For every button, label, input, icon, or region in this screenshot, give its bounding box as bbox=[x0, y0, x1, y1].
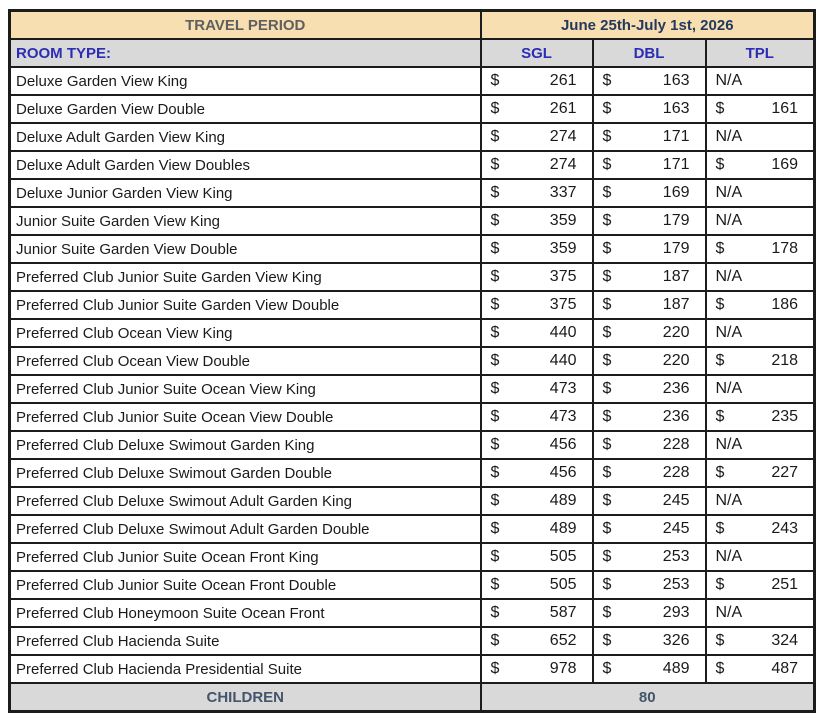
currency-symbol: $ bbox=[602, 548, 612, 565]
currency-symbol: $ bbox=[715, 352, 725, 369]
tpl-rate-cell bbox=[706, 655, 815, 683]
room-type-cell: Preferred Club Honeymoon Suite Ocean Front bbox=[10, 599, 481, 627]
currency-symbol: $ bbox=[602, 660, 612, 677]
currency-symbol: $ bbox=[602, 184, 612, 201]
rate-value: 337 bbox=[549, 184, 577, 201]
currency-symbol: $ bbox=[490, 408, 500, 425]
rate-value: 179 bbox=[662, 212, 690, 229]
rate-value: 186 bbox=[771, 296, 799, 313]
tpl-rate-cell bbox=[706, 67, 815, 95]
rate-value: 274 bbox=[549, 128, 577, 145]
dbl-rate-cell bbox=[593, 207, 706, 235]
na-label: N/A bbox=[715, 604, 743, 621]
rate-value: 251 bbox=[771, 576, 799, 593]
rate-value: 261 bbox=[549, 72, 577, 89]
column-header-row bbox=[10, 39, 815, 67]
table-row bbox=[10, 515, 815, 543]
sgl-rate-cell bbox=[481, 515, 593, 543]
sgl-rate-cell bbox=[481, 235, 593, 263]
currency-symbol: $ bbox=[715, 464, 725, 481]
currency-symbol: $ bbox=[490, 604, 500, 621]
sgl-rate-cell bbox=[481, 151, 593, 179]
rate-value: 505 bbox=[549, 576, 577, 593]
rate-value: 227 bbox=[771, 464, 799, 481]
tpl-rate-cell bbox=[706, 347, 815, 375]
currency-symbol: $ bbox=[490, 156, 500, 173]
na-label: N/A bbox=[715, 184, 743, 201]
currency-symbol: $ bbox=[602, 380, 612, 397]
rate-value: 489 bbox=[662, 660, 690, 677]
room-type-cell: Preferred Club Ocean View Double bbox=[10, 347, 481, 375]
tpl-rate-cell bbox=[706, 543, 815, 571]
currency-symbol: $ bbox=[602, 324, 612, 341]
currency-symbol: $ bbox=[602, 128, 612, 145]
currency-symbol: $ bbox=[490, 72, 500, 89]
rate-value: 161 bbox=[771, 100, 799, 117]
dbl-rate-cell bbox=[593, 375, 706, 403]
currency-symbol: $ bbox=[490, 520, 500, 537]
currency-symbol: $ bbox=[490, 632, 500, 649]
room-type-cell: Junior Suite Garden View King bbox=[10, 207, 481, 235]
room-type-cell: Preferred Club Deluxe Swimout Adult Garden King bbox=[10, 487, 481, 515]
na-label: N/A bbox=[715, 380, 743, 397]
room-type-cell: Deluxe Garden View King bbox=[10, 67, 481, 95]
rate-value: 440 bbox=[549, 352, 577, 369]
currency-symbol: $ bbox=[490, 492, 500, 509]
table-row bbox=[10, 627, 815, 655]
currency-symbol: $ bbox=[490, 548, 500, 565]
children-value: 80 bbox=[481, 683, 815, 712]
dbl-rate-cell bbox=[593, 319, 706, 347]
table-row bbox=[10, 459, 815, 487]
na-label: N/A bbox=[715, 436, 743, 453]
rate-value: 473 bbox=[549, 380, 577, 397]
dbl-rate-cell bbox=[593, 487, 706, 515]
room-type-cell: Preferred Club Hacienda Suite bbox=[10, 627, 481, 655]
sgl-rate-cell bbox=[481, 291, 593, 319]
rate-value: 169 bbox=[771, 156, 799, 173]
table-row bbox=[10, 375, 815, 403]
travel-period-value: June 25th-July 1st, 2026 bbox=[481, 11, 815, 40]
currency-symbol: $ bbox=[715, 408, 725, 425]
currency-symbol: $ bbox=[490, 100, 500, 117]
rate-value: 456 bbox=[549, 436, 577, 453]
room-type-cell: Preferred Club Junior Suite Ocean View King bbox=[10, 375, 481, 403]
room-type-cell: Preferred Club Junior Suite Ocean Front King bbox=[10, 543, 481, 571]
rate-value: 652 bbox=[549, 632, 577, 649]
rate-value: 171 bbox=[662, 156, 690, 173]
rate-value: 178 bbox=[771, 240, 799, 257]
room-type-cell: Preferred Club Deluxe Swimout Garden King bbox=[10, 431, 481, 459]
currency-symbol: $ bbox=[715, 576, 725, 593]
dbl-rate-cell bbox=[593, 627, 706, 655]
room-type-cell: Preferred Club Hacienda Presidential Suite bbox=[10, 655, 481, 683]
rate-value: 375 bbox=[549, 296, 577, 313]
table-row bbox=[10, 123, 815, 151]
table-row bbox=[10, 319, 815, 347]
table-row bbox=[10, 543, 815, 571]
rate-value: 293 bbox=[662, 604, 690, 621]
table-row bbox=[10, 571, 815, 599]
currency-symbol: $ bbox=[490, 352, 500, 369]
na-label: N/A bbox=[715, 72, 743, 89]
rate-value: 375 bbox=[549, 268, 577, 285]
currency-symbol: $ bbox=[602, 436, 612, 453]
tpl-rate-cell bbox=[706, 263, 815, 291]
rate-value: 220 bbox=[662, 324, 690, 341]
dbl-rate-cell bbox=[593, 571, 706, 599]
currency-symbol: $ bbox=[602, 72, 612, 89]
sgl-rate-cell bbox=[481, 95, 593, 123]
rate-value: 236 bbox=[662, 408, 690, 425]
sgl-rate-cell bbox=[481, 571, 593, 599]
currency-symbol: $ bbox=[602, 520, 612, 537]
col-header-tpl: TPL bbox=[706, 39, 815, 67]
rate-value: 978 bbox=[549, 660, 577, 677]
rate-value: 489 bbox=[549, 492, 577, 509]
rate-value: 324 bbox=[771, 632, 799, 649]
rate-value: 163 bbox=[662, 72, 690, 89]
rate-value: 236 bbox=[662, 380, 690, 397]
table-row bbox=[10, 179, 815, 207]
tpl-rate-cell bbox=[706, 627, 815, 655]
table-row bbox=[10, 347, 815, 375]
currency-symbol: $ bbox=[602, 464, 612, 481]
table-row bbox=[10, 403, 815, 431]
room-type-cell: Preferred Club Junior Suite Garden View King bbox=[10, 263, 481, 291]
table-row bbox=[10, 487, 815, 515]
sgl-rate-cell bbox=[481, 403, 593, 431]
dbl-rate-cell bbox=[593, 179, 706, 207]
sgl-rate-cell bbox=[481, 459, 593, 487]
dbl-rate-cell bbox=[593, 655, 706, 683]
travel-period-row bbox=[10, 11, 815, 40]
sgl-rate-cell bbox=[481, 67, 593, 95]
room-type-cell: Preferred Club Junior Suite Garden View Double bbox=[10, 291, 481, 319]
rate-value: 274 bbox=[549, 156, 577, 173]
dbl-rate-cell bbox=[593, 67, 706, 95]
rate-value: 245 bbox=[662, 520, 690, 537]
dbl-rate-cell bbox=[593, 123, 706, 151]
room-type-cell: Deluxe Adult Garden View King bbox=[10, 123, 481, 151]
rate-value: 220 bbox=[662, 352, 690, 369]
currency-symbol: $ bbox=[715, 156, 725, 173]
tpl-rate-cell bbox=[706, 319, 815, 347]
currency-symbol: $ bbox=[715, 100, 725, 117]
room-type-cell: Deluxe Adult Garden View Doubles bbox=[10, 151, 481, 179]
currency-symbol: $ bbox=[602, 212, 612, 229]
tpl-rate-cell bbox=[706, 123, 815, 151]
currency-symbol: $ bbox=[490, 128, 500, 145]
table-row bbox=[10, 599, 815, 627]
tpl-rate-cell bbox=[706, 375, 815, 403]
currency-symbol: $ bbox=[490, 576, 500, 593]
sgl-rate-cell bbox=[481, 487, 593, 515]
tpl-rate-cell bbox=[706, 487, 815, 515]
currency-symbol: $ bbox=[602, 632, 612, 649]
dbl-rate-cell bbox=[593, 151, 706, 179]
sgl-rate-cell bbox=[481, 347, 593, 375]
table-row bbox=[10, 431, 815, 459]
col-header-dbl: DBL bbox=[593, 39, 706, 67]
sgl-rate-cell bbox=[481, 627, 593, 655]
tpl-rate-cell bbox=[706, 151, 815, 179]
currency-symbol: $ bbox=[602, 100, 612, 117]
rate-value: 187 bbox=[662, 268, 690, 285]
sgl-rate-cell bbox=[481, 375, 593, 403]
table-row bbox=[10, 291, 815, 319]
rate-value: 489 bbox=[549, 520, 577, 537]
currency-symbol: $ bbox=[490, 268, 500, 285]
rate-value: 169 bbox=[662, 184, 690, 201]
table-row bbox=[10, 67, 815, 95]
na-label: N/A bbox=[715, 128, 743, 145]
tpl-rate-cell bbox=[706, 291, 815, 319]
currency-symbol: $ bbox=[602, 492, 612, 509]
rate-value: 473 bbox=[549, 408, 577, 425]
room-type-cell: Junior Suite Garden View Double bbox=[10, 235, 481, 263]
sgl-rate-cell bbox=[481, 431, 593, 459]
room-type-cell: Preferred Club Deluxe Swimout Adult Garden Double bbox=[10, 515, 481, 543]
tpl-rate-cell bbox=[706, 459, 815, 487]
tpl-rate-cell bbox=[706, 179, 815, 207]
tpl-rate-cell bbox=[706, 207, 815, 235]
na-label: N/A bbox=[715, 492, 743, 509]
currency-symbol: $ bbox=[490, 380, 500, 397]
currency-symbol: $ bbox=[715, 296, 725, 313]
table-row bbox=[10, 655, 815, 683]
sgl-rate-cell bbox=[481, 263, 593, 291]
tpl-rate-cell bbox=[706, 95, 815, 123]
rate-value: 456 bbox=[549, 464, 577, 481]
currency-symbol: $ bbox=[602, 576, 612, 593]
tpl-rate-cell bbox=[706, 403, 815, 431]
currency-symbol: $ bbox=[602, 296, 612, 313]
room-type-cell: Deluxe Junior Garden View King bbox=[10, 179, 481, 207]
rate-value: 245 bbox=[662, 492, 690, 509]
currency-symbol: $ bbox=[490, 296, 500, 313]
rate-value: 243 bbox=[771, 520, 799, 537]
tpl-rate-cell bbox=[706, 599, 815, 627]
dbl-rate-cell bbox=[593, 515, 706, 543]
currency-symbol: $ bbox=[490, 324, 500, 341]
rate-value: 253 bbox=[662, 548, 690, 565]
tpl-rate-cell bbox=[706, 235, 815, 263]
rate-value: 253 bbox=[662, 576, 690, 593]
sgl-rate-cell bbox=[481, 599, 593, 627]
table-row bbox=[10, 207, 815, 235]
dbl-rate-cell bbox=[593, 459, 706, 487]
room-type-header: ROOM TYPE: bbox=[10, 39, 481, 67]
dbl-rate-cell bbox=[593, 263, 706, 291]
rate-value: 505 bbox=[549, 548, 577, 565]
table-row bbox=[10, 235, 815, 263]
dbl-rate-cell bbox=[593, 403, 706, 431]
sgl-rate-cell bbox=[481, 543, 593, 571]
rate-value: 440 bbox=[549, 324, 577, 341]
currency-symbol: $ bbox=[602, 352, 612, 369]
children-row bbox=[10, 683, 815, 712]
rate-value: 326 bbox=[662, 632, 690, 649]
dbl-rate-cell bbox=[593, 291, 706, 319]
sgl-rate-cell bbox=[481, 179, 593, 207]
rate-value: 261 bbox=[549, 100, 577, 117]
rate-value: 228 bbox=[662, 436, 690, 453]
dbl-rate-cell bbox=[593, 95, 706, 123]
rate-value: 359 bbox=[549, 240, 577, 257]
table-row bbox=[10, 263, 815, 291]
currency-symbol: $ bbox=[602, 268, 612, 285]
rate-value: 179 bbox=[662, 240, 690, 257]
rate-rows bbox=[10, 67, 815, 683]
rate-value: 487 bbox=[771, 660, 799, 677]
rate-value: 171 bbox=[662, 128, 690, 145]
currency-symbol: $ bbox=[602, 156, 612, 173]
rate-value: 359 bbox=[549, 212, 577, 229]
sgl-rate-cell bbox=[481, 655, 593, 683]
currency-symbol: $ bbox=[490, 212, 500, 229]
currency-symbol: $ bbox=[490, 436, 500, 453]
currency-symbol: $ bbox=[715, 632, 725, 649]
currency-symbol: $ bbox=[490, 660, 500, 677]
dbl-rate-cell bbox=[593, 347, 706, 375]
table-row bbox=[10, 95, 815, 123]
rate-value: 235 bbox=[771, 408, 799, 425]
rate-value: 187 bbox=[662, 296, 690, 313]
room-type-cell: Preferred Club Ocean View King bbox=[10, 319, 481, 347]
currency-symbol: $ bbox=[490, 184, 500, 201]
table-row bbox=[10, 151, 815, 179]
room-type-cell: Deluxe Garden View Double bbox=[10, 95, 481, 123]
sgl-rate-cell bbox=[481, 123, 593, 151]
room-type-cell: Preferred Club Junior Suite Ocean View Double bbox=[10, 403, 481, 431]
tpl-rate-cell bbox=[706, 571, 815, 599]
currency-symbol: $ bbox=[602, 604, 612, 621]
currency-symbol: $ bbox=[490, 240, 500, 257]
room-type-cell: Preferred Club Junior Suite Ocean Front Double bbox=[10, 571, 481, 599]
dbl-rate-cell bbox=[593, 599, 706, 627]
children-label: CHILDREN bbox=[10, 683, 481, 712]
tpl-rate-cell bbox=[706, 515, 815, 543]
col-header-sgl: SGL bbox=[481, 39, 593, 67]
sgl-rate-cell bbox=[481, 319, 593, 347]
currency-symbol: $ bbox=[715, 660, 725, 677]
rate-value: 587 bbox=[549, 604, 577, 621]
dbl-rate-cell bbox=[593, 235, 706, 263]
travel-period-label: TRAVEL PERIOD bbox=[10, 11, 481, 40]
currency-symbol: $ bbox=[715, 240, 725, 257]
room-type-cell: Preferred Club Deluxe Swimout Garden Double bbox=[10, 459, 481, 487]
rate-table bbox=[8, 9, 816, 713]
tpl-rate-cell bbox=[706, 431, 815, 459]
dbl-rate-cell bbox=[593, 543, 706, 571]
rate-value: 218 bbox=[771, 352, 799, 369]
na-label: N/A bbox=[715, 212, 743, 229]
sgl-rate-cell bbox=[481, 207, 593, 235]
na-label: N/A bbox=[715, 548, 743, 565]
currency-symbol: $ bbox=[602, 408, 612, 425]
na-label: N/A bbox=[715, 268, 743, 285]
currency-symbol: $ bbox=[602, 240, 612, 257]
currency-symbol: $ bbox=[715, 520, 725, 537]
rate-value: 163 bbox=[662, 100, 690, 117]
currency-symbol: $ bbox=[490, 464, 500, 481]
dbl-rate-cell bbox=[593, 431, 706, 459]
na-label: N/A bbox=[715, 324, 743, 341]
rate-value: 228 bbox=[662, 464, 690, 481]
